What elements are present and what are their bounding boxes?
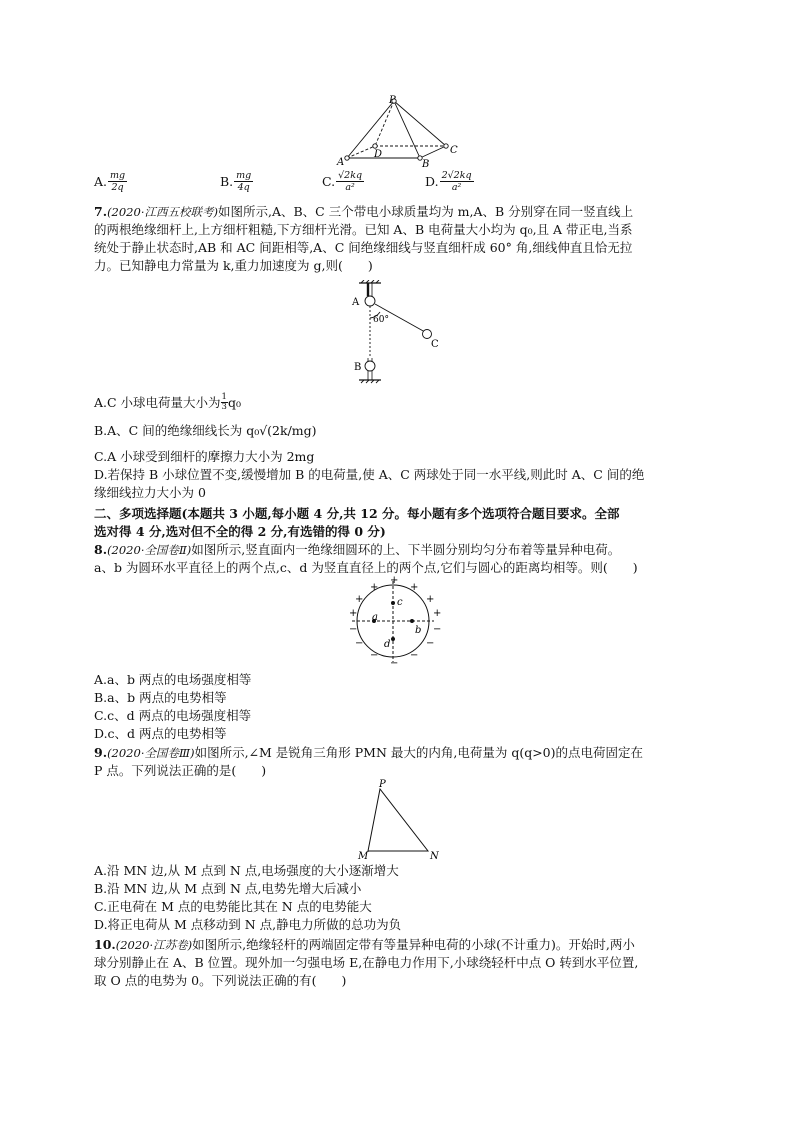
minus-charge: −	[370, 650, 379, 661]
point-b: b	[415, 625, 422, 636]
minus-charge: −	[355, 638, 364, 649]
point-c: c	[397, 597, 403, 608]
section-2-heading-cont: 选对得 4 分,选对但不全的得 2 分,有选错的得 0 分)	[94, 524, 386, 539]
q7-rod-figure	[345, 280, 455, 390]
q9-option-a: A.沿 MN 边,从 M 点到 N 点,电场强度的大小逐渐增大	[94, 863, 399, 878]
q7-stem-line-3: 统处于静止状态时,AB 和 AC 间距相等,A、C 间绝缘细线与竖直细杆成 60° 角,细线伸直且恰无拉	[94, 240, 633, 255]
label-D: D	[374, 149, 383, 160]
minus-charge: −	[410, 650, 419, 661]
q9-triangle-figure	[350, 778, 450, 863]
plus-charge: +	[370, 582, 379, 593]
label-angle: 60°	[373, 315, 389, 325]
q9-stem-line-2: P 点。下列说法正确的是( )	[94, 763, 267, 778]
minus-charge: −	[390, 658, 399, 666]
q7-option-d-line-2: 缘细线拉力大小为 0	[94, 485, 206, 500]
label-C: C	[450, 145, 458, 156]
minus-charge: −	[349, 624, 358, 635]
plus-charge: +	[355, 594, 364, 605]
q7-option-a: A.C 小球电荷量大小为 $\frac{1}{3}$ q₀	[94, 392, 241, 412]
q6-pyramid-figure	[330, 95, 470, 170]
vertex-P: P	[379, 779, 386, 790]
plus-charge: +	[390, 576, 399, 586]
plus-charge: +	[410, 582, 419, 593]
q8-ring-figure	[338, 576, 448, 666]
q9-stem-line-1: 9.(2020·全国卷Ⅲ)如图所示,∠M 是锐角三角形 PMN 最大的内角,电荷量为 q(q>0)的点电荷固定在	[94, 745, 644, 760]
plus-charge: +	[426, 594, 435, 605]
q9-option-b: B.沿 MN 边,从 M 点到 N 点,电势先增大后减小	[94, 881, 362, 896]
q8-option-a: A.a、b 两点的电场强度相等	[94, 672, 252, 687]
label-A: A	[337, 157, 345, 168]
q10-stem-line-3: 取 O 点的电势为 0。下列说法正确的有( )	[94, 973, 347, 988]
minus-charge: −	[433, 624, 442, 635]
q7-option-b: B.A、C 间的绝缘细线长为 q₀√(2k/mg)	[94, 423, 317, 438]
label-B: B	[422, 159, 430, 170]
q10-stem-line-1: 10.(2020·江苏卷)如图所示,绝缘轻杆的两端固定带有等量异种电荷的小球(不计重力)。开始时,两小	[94, 937, 635, 952]
point-a: a	[372, 612, 378, 623]
plus-charge: +	[349, 608, 358, 619]
q7-option-c: C.A 小球受到细杆的摩擦力大小为 2mg	[94, 449, 315, 464]
q10-stem-line-2: 球分别静止在 A、B 位置。现外加一匀强电场 E,在静电力作用下,小球绕轻杆中点 O 转到水平位置,	[94, 955, 639, 970]
minus-charge: −	[426, 638, 435, 649]
q6-option-c: C. $\frac{√2kq}{\text{a²}}$	[322, 170, 363, 193]
vertex-M: M	[358, 851, 369, 862]
q7-stem-line-4: 力。已知静电力常量为 k,重力加速度为 g,则( )	[94, 258, 373, 273]
q8-stem-line-2: a、b 为圆环水平直径上的两个点,c、d 为竖直直径上的两个点,它们与圆心的距离均相等。则( )	[94, 560, 638, 575]
q7-stem-line-2: 的两根绝缘细杆上,上方细杆粗糙,下方细杆光滑。已知 A、B 电荷量大小均为 q₀,且 A 带正电,当系	[94, 222, 633, 237]
q8-option-b: B.a、b 两点的电势相等	[94, 690, 227, 705]
label-P: P	[389, 95, 396, 106]
label-B: B	[354, 362, 362, 373]
label-A: A	[352, 297, 360, 308]
plus-charge: +	[433, 608, 442, 619]
q9-option-d: D.将正电荷从 M 点移动到 N 点,静电力所做的总功为负	[94, 917, 402, 932]
q6-option-a: A. $\frac{mg}{2q}$	[94, 170, 126, 193]
q7-option-d-line-1: D.若保持 B 小球位置不变,缓慢增加 B 的电荷量,使 A、C 两球处于同一水平线,则此时 A、C 间的绝	[94, 467, 645, 482]
q8-option-c: C.c、d 两点的电场强度相等	[94, 708, 252, 723]
section-2-heading: 二、多项选择题(本题共 3 小题,每小题 4 分,共 12 分。每小题有多个选项符合题目要求。全部	[94, 506, 620, 521]
q7-stem-line-1: 7.(2020·江西五校联考)如图所示,A、B、C 三个带电小球质量均为 m,A、B 分别穿在同一竖直线上	[94, 204, 634, 219]
vertex-N: N	[430, 851, 439, 862]
q8-stem-line-1: 8.(2020·全国卷Ⅱ)如图所示,竖直面内一绝缘细圆环的上、下半圆分别均匀分布着等量异种电荷。	[94, 542, 621, 557]
q6-option-b: B. $\frac{mg}{4q}$	[220, 170, 252, 193]
label-C: C	[431, 339, 439, 350]
point-d: d	[384, 639, 391, 650]
q9-option-c: C.正电荷在 M 点的电势能比其在 N 点的电势能大	[94, 899, 372, 914]
q8-option-d: D.c、d 两点的电势相等	[94, 726, 227, 741]
q6-option-d: D. $\frac{2√2kq}{\text{a²}}$	[425, 170, 472, 193]
